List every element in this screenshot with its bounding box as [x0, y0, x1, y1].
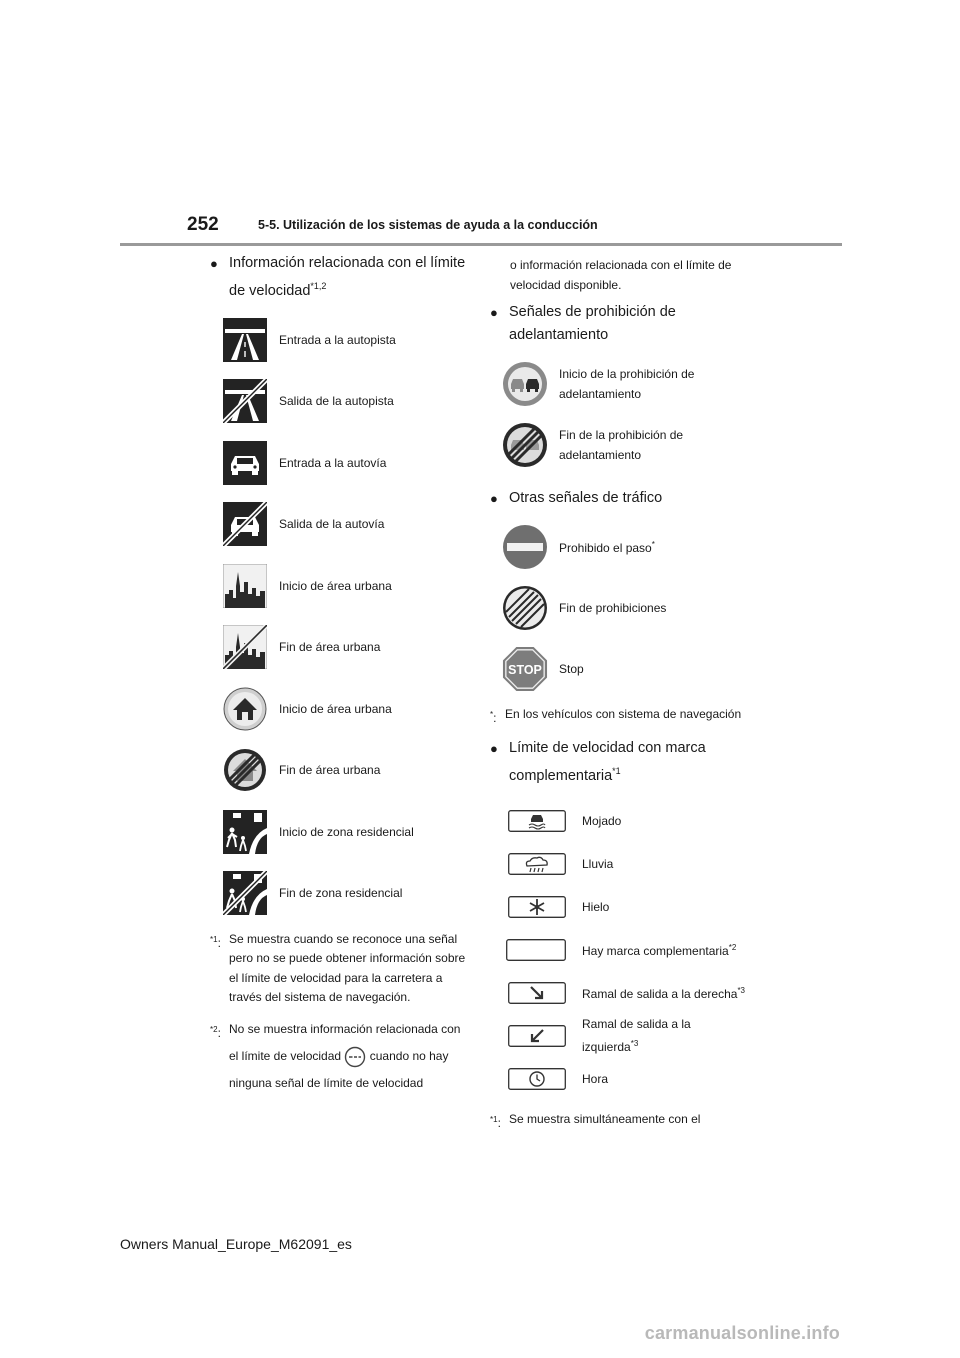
- plate-label: Hora: [582, 1071, 609, 1086]
- footnote-ref: *1,2: [310, 281, 327, 291]
- end-of-prohibitions-icon: [502, 585, 548, 631]
- sign-row: [210, 309, 470, 371]
- footnote-ref: *3: [630, 1039, 639, 1049]
- footnote-ref: *1: [612, 765, 621, 776]
- plate-row: [490, 885, 760, 928]
- sign-label: Inicio de zona residencial: [279, 824, 414, 839]
- sign-label: Prohibido el paso*: [559, 540, 655, 555]
- sign-row: [210, 432, 470, 494]
- residential-zone-end-icon: [222, 870, 268, 916]
- blank-plate-icon: [506, 939, 566, 961]
- footnote-ref: *: [651, 540, 655, 549]
- sign-row: [490, 516, 760, 577]
- sign-row: [210, 555, 470, 617]
- sign-label: Inicio de área urbana: [279, 701, 392, 716]
- footnote-mark: *1: [210, 934, 218, 944]
- footnote-2: $^{*2}$: No se muestra información relacionada con el límite de velocidad cuando no hay ninguna señal de límite de velocidad: [210, 1021, 461, 1090]
- wet-road-icon: [508, 810, 566, 832]
- no-overtaking-start-icon: [502, 361, 548, 407]
- motorway-entry-icon: [222, 317, 268, 363]
- rain-icon: [508, 853, 566, 875]
- arrow-down-right-icon: [508, 982, 566, 1004]
- footnote-text: cuando no hay ninguna señal de límite de velocidad: [229, 1048, 449, 1090]
- plate-row: [490, 928, 760, 971]
- plate-row: [490, 842, 760, 885]
- plate-label: Ramal de salida a la derecha$^{*3}$: [582, 986, 745, 1002]
- sign-row: [210, 370, 470, 432]
- footnote-text: Se muestra simultáneamente con el: [509, 1112, 701, 1127]
- stop-sign-icon: [502, 646, 548, 692]
- plate-row: [490, 971, 760, 1014]
- urban-area-end-round-icon: [222, 747, 268, 793]
- footnote-1-right: $^{*1}$: Se muestra simultáneamente con el: [490, 1110, 760, 1134]
- left-column: [210, 252, 470, 1097]
- motorway-exit-icon: [222, 378, 268, 424]
- urban-area-start-round-icon: [222, 686, 268, 732]
- heading-text: Otras señales de tráfico: [509, 490, 663, 506]
- sign-label: Fin de la prohibición de adelantamiento: [559, 427, 684, 462]
- sign-label: Salida de la autopista: [279, 394, 394, 409]
- no-overtaking-end-icon: [502, 422, 548, 468]
- heading-overtaking: [490, 301, 760, 347]
- residential-zone-start-icon: [222, 809, 268, 855]
- plate-label: Lluvia: [582, 856, 614, 871]
- sign-label: Inicio de área urbana: [279, 578, 392, 593]
- continuation-text: o información relacionada con el límite de velocidad disponible.: [510, 258, 732, 292]
- sign-label: Inicio de la prohibición de adelantamiento: [559, 366, 695, 401]
- bullet: ●: [490, 305, 498, 320]
- sign-label: Entrada a la autopista: [279, 332, 396, 347]
- sign-row: [210, 801, 470, 863]
- footnote-mark: *1: [490, 1115, 498, 1125]
- plate-row: [490, 1057, 760, 1100]
- footnote-text: No se muestra información relacionada con el límite de velocidad: [229, 1021, 461, 1063]
- bullet: ●: [490, 491, 498, 506]
- sign-row: [490, 638, 760, 699]
- footnote-mark: *2: [210, 1024, 218, 1034]
- heading-text: Señales de prohibición de adelantamiento: [509, 304, 676, 343]
- footnote-ref: *2: [728, 943, 737, 953]
- sign-row: [210, 862, 470, 924]
- footnote-mark: *: [490, 710, 494, 719]
- no-entry-icon: [502, 524, 548, 570]
- urban-area-start-icon: [222, 563, 268, 609]
- heading-text: Información relacionada con el límite de velocidad: [229, 255, 466, 299]
- heading-speed-info: [210, 252, 470, 303]
- bullet: ●: [210, 256, 218, 271]
- sign-label: Fin de área urbana: [279, 763, 381, 778]
- footnote-1: $^{*1}$: Se muestra cuando se reconoce una señal pero no se puede obtener información sobre el límite de velocidad para la carretera a través del sistema de navegación.: [210, 930, 470, 1008]
- footnote-text: Se muestra cuando se reconoce una señal pero no se puede obtener información sobre el límite de velocidad para la carretera a través del sistema de navegación.: [229, 931, 466, 1005]
- right-column: [490, 255, 760, 1134]
- expressway-exit-icon: [222, 501, 268, 547]
- header-divider: [120, 243, 842, 246]
- sign-row: [210, 616, 470, 678]
- sign-row: [210, 739, 470, 801]
- sign-row: [490, 577, 760, 638]
- urban-area-end-icon: [222, 624, 268, 670]
- footnote-text: En los vehículos con sistema de navegación: [505, 707, 742, 721]
- ice-icon: [508, 896, 566, 918]
- plate-row: [490, 1014, 760, 1057]
- plate-label: Hielo: [582, 899, 610, 914]
- footnote-ref: *3: [737, 986, 745, 996]
- footer-text: Owners Manual_Europe_M62091_es: [120, 1236, 352, 1252]
- watermark: carmanualsonline.info: [644, 1323, 840, 1343]
- sign-label: Fin de prohibiciones: [559, 600, 667, 615]
- sign-row: [210, 678, 470, 740]
- sign-label: Stop: [559, 661, 584, 676]
- arrow-down-left-icon: [508, 1025, 566, 1047]
- sign-label: Salida de la autovía: [279, 517, 385, 532]
- stop-sign-text: STOP: [508, 662, 542, 677]
- sign-label: Fin de área urbana: [279, 640, 381, 655]
- plate-label: Mojado: [582, 813, 622, 828]
- clock-icon: [508, 1068, 566, 1090]
- plate-row: [490, 799, 760, 842]
- plate-label: Ramal de salida a la izquierda$^{*3}$: [582, 1017, 691, 1055]
- heading-text: Límite de velocidad con marca complementaria: [509, 739, 706, 784]
- sign-label: Entrada a la autovía: [279, 455, 387, 470]
- bullet: ●: [490, 740, 498, 756]
- footnote-star: *: En los vehículos con sistema de navegación: [490, 705, 760, 729]
- section-title: 5-5. Utilización de los sistemas de ayuda a la conducción: [258, 218, 598, 232]
- expressway-entry-icon: [222, 440, 268, 486]
- dashed-speed-icon: [344, 1046, 366, 1068]
- plate-label: Hay marca complementaria$^{*2}$: [582, 943, 737, 959]
- page-number: 252: [187, 214, 219, 235]
- sign-row: [210, 493, 470, 555]
- sign-label: Fin de zona residencial: [279, 886, 403, 901]
- heading-supplementary: [490, 737, 760, 788]
- sign-row: [490, 414, 760, 475]
- heading-other-signs: [490, 487, 760, 510]
- sign-row: [490, 353, 760, 414]
